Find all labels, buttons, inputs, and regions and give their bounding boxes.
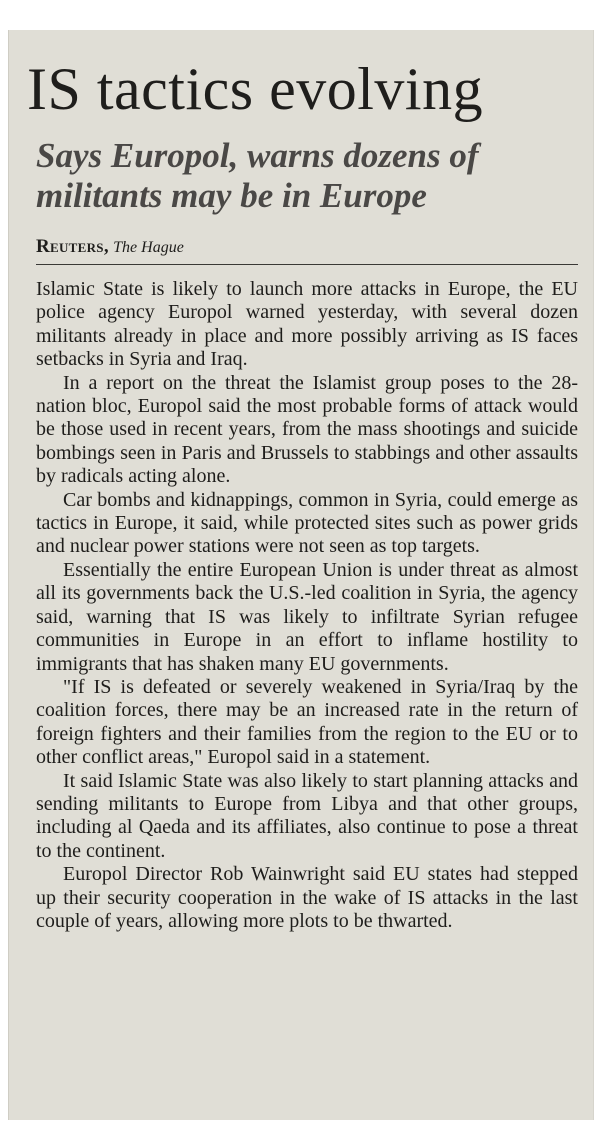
subheadline: Says Europol, warns dozens of militants may be in Europe	[36, 136, 479, 215]
byline-location: The Hague	[113, 239, 184, 256]
headline: IS tactics evolving	[27, 56, 484, 122]
paragraph: In a report on the threat the Islamist group poses to the 28-nation bloc, Europol said the most probable forms of attack would be those used in recent years, from the mass shootings and suicide bombings seen in Paris and Brussels to stabbings and other assaults by radicals acting alone.	[36, 371, 578, 488]
paragraph: It said Islamic State was also likely to start planning attacks and sending militants to Europe from Libya and that other groups, including al Qaeda and its affiliates, also continue to pose a threat to the continent.	[36, 769, 578, 862]
paragraph: "If IS is defeated or severely weakened in Syria/Iraq by the coalition forces, there may be an increased rate in the return of foreign fighters and their families from the region to the EU or to other conflict areas," Europol said in a statement.	[36, 675, 578, 769]
paragraph: Islamic State is likely to launch more attacks in Europe, the EU police agency Europol warned yesterday, with several dozen militants already in place and more possibly arriving as IS faces setbacks in Syria and Iraq.	[36, 278, 578, 371]
byline	[36, 236, 184, 259]
paragraph: Europol Director Rob Wainwright said EU states had stepped up their security cooperation in the wake of IS attacks in the last couple of years, allowing more plots to be thwarted.	[36, 863, 578, 932]
paragraph: Car bombs and kidnappings, common in Syria, could emerge as tactics in Europe, it said, while protected sites such as power grids and nuclear power stations were not seen as top targets.	[36, 488, 578, 558]
paragraph: Essentially the entire European Union is under threat as almost all its governments back the U.S.-led coalition in Syria, the agency said, warning that IS was likely to infiltrate Syrian refugee communities in Europe in an effort to inflame hostility to immigrants that has shaken many EU governments.	[36, 558, 578, 675]
byline-divider	[36, 264, 578, 265]
article-body	[36, 278, 578, 933]
byline-agency: Reuters,	[36, 236, 109, 257]
